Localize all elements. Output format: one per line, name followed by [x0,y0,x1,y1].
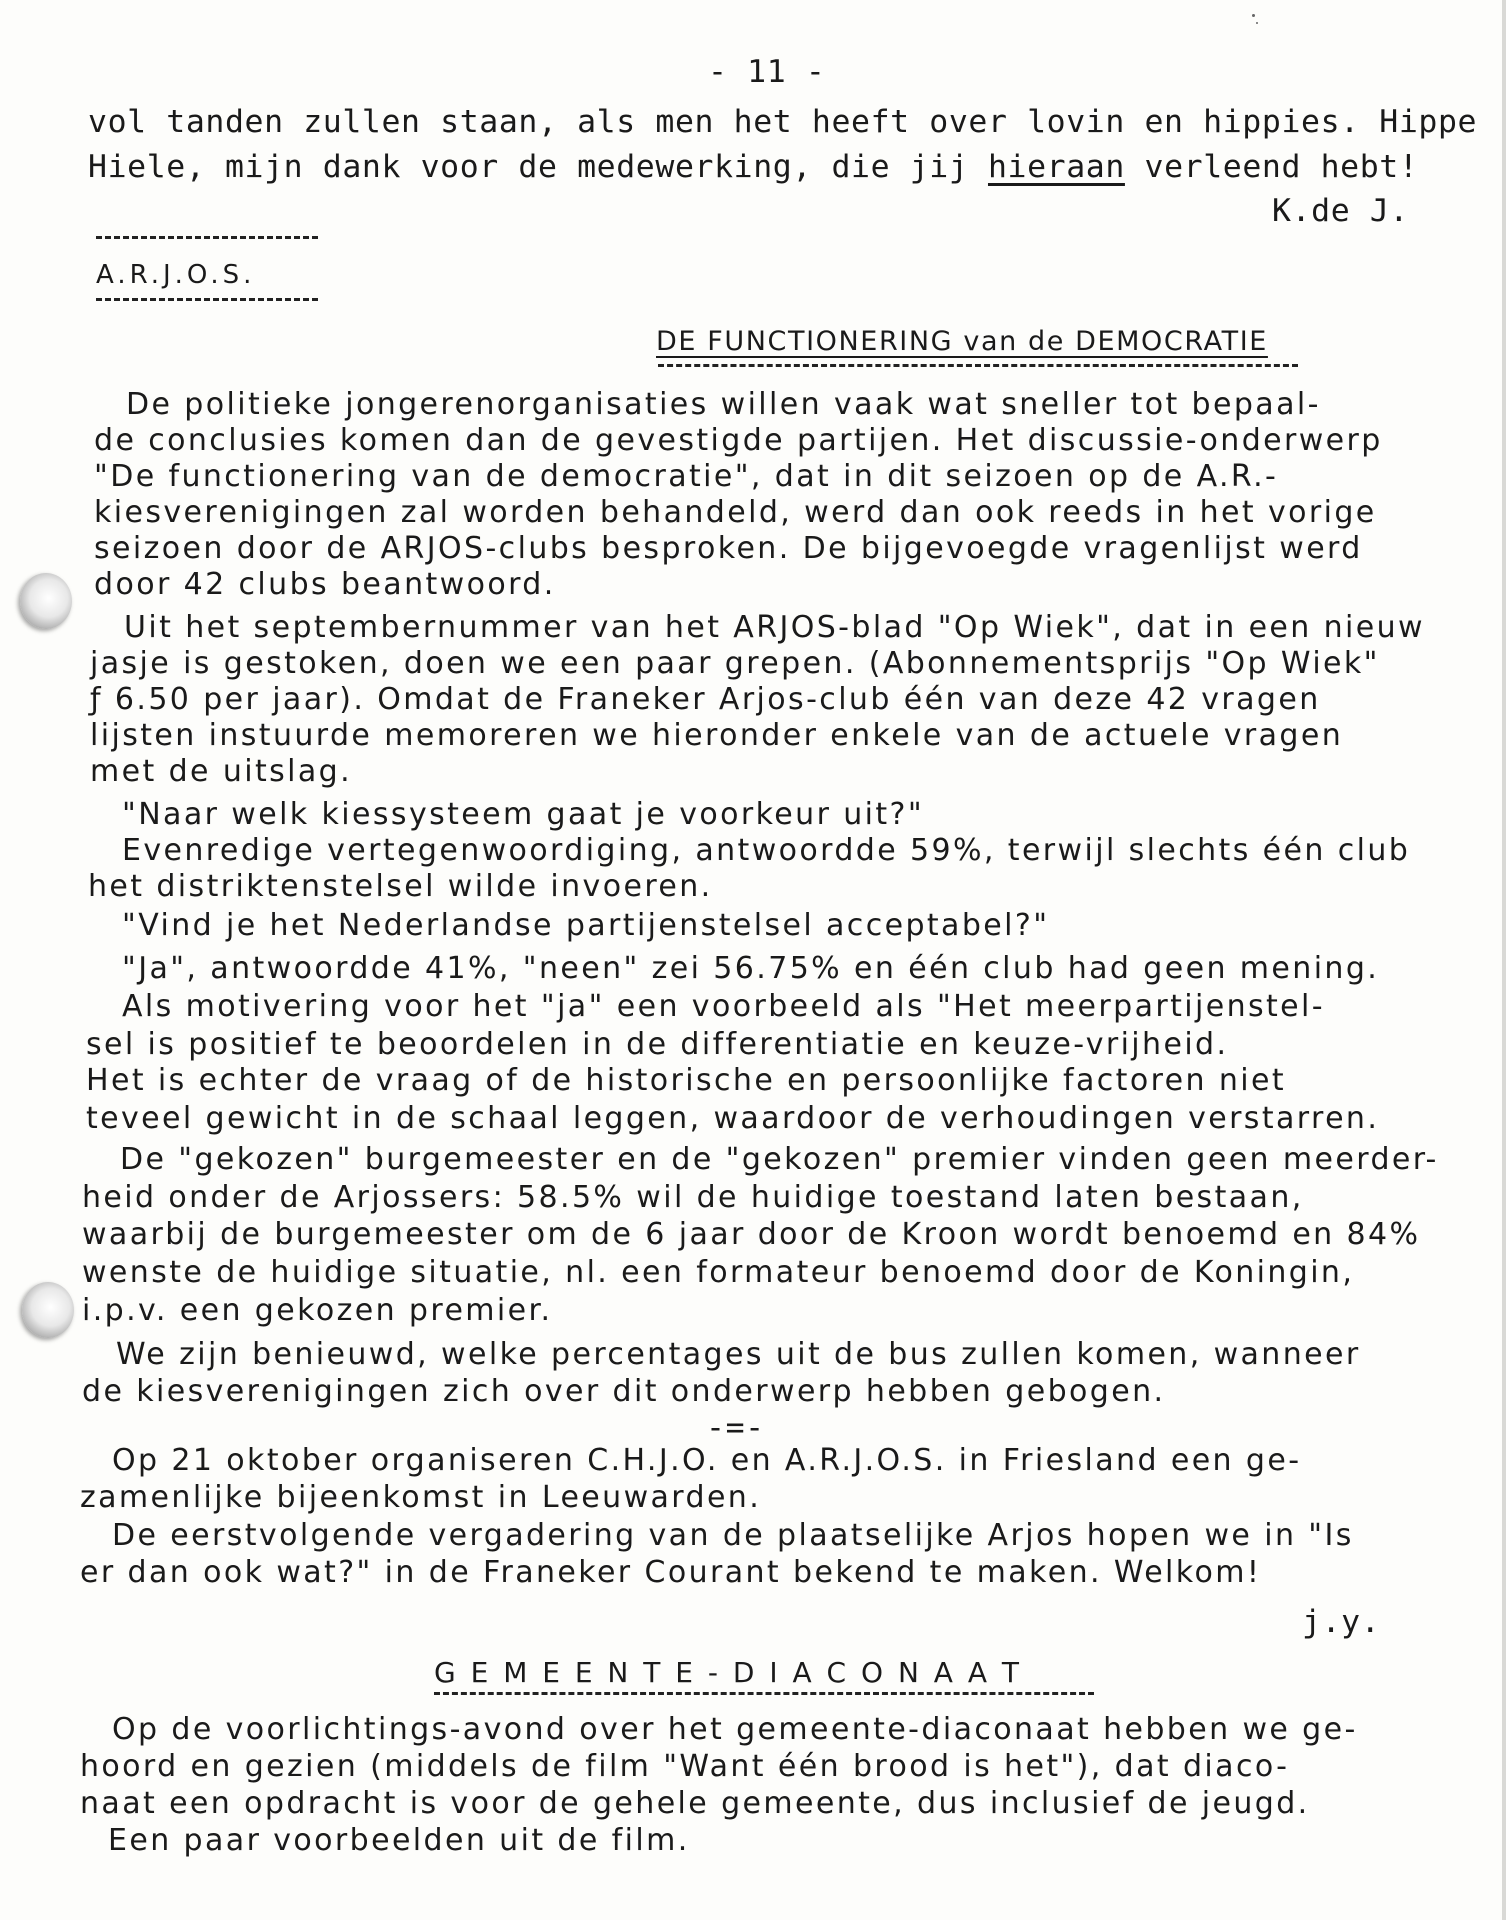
signature-kdej: K.de J. [1272,193,1409,229]
text-line: door 42 clubs beantwoord. [94,567,556,602]
heading-rule-bottom [96,298,318,301]
text-line: zamenlijke bijeenkomst in Leeuwarden. [80,1480,762,1515]
text-line: De eerstvolgende vergadering van de plaatselijke Arjos hopen we in "Is [112,1518,1354,1553]
text-line: wenste de huidige situatie, nl. een formateur benoemd door de Koningin, [82,1255,1355,1290]
section-separator: -=- [706,1410,765,1446]
text-line: teveel gewicht in de schaal leggen, waardoor de verhoudingen verstarren. [86,1101,1380,1136]
text-line: lijsten instuurde memoreren we hieronder enkele van de actuele vragen [90,718,1344,753]
section-heading-diaconaat: G E M E E N T E - D I A C O N A A T [434,1656,1022,1689]
text-line: Op de voorlichtings-avond over het gemeente-diaconaat hebben we ge- [112,1712,1358,1747]
text-line: Evenredige vertegenwoordiging, antwoordde 59%, terwijl slechts één club [122,833,1411,868]
text-line: De "gekozen" burgemeester en de "gekozen" premier vinden geen meerder- [120,1142,1439,1177]
title-underline-dashed [658,364,1298,367]
text-line: Het is echter de vraag of de historische en persoonlijke factoren niet [86,1063,1287,1098]
diaconaat-underline-dashed [434,1692,1094,1695]
page-number: - 11 - [708,54,826,90]
text-line: waarbij de burgemeester om de 6 jaar door de Kroon wordt benoemd en 84% [82,1217,1421,1252]
text-line: Uit het septembernummer van het ARJOS-blad "Op Wiek", dat in een nieuw [124,610,1425,645]
text-line: vol tanden zullen staan, als men het heeft over lovin en hippies. Hippe [88,104,1478,140]
article-title-democratie: DE FUNCTIONERING van de DEMOCRATIE [656,326,1268,357]
text-line: Op 21 oktober organiseren C.H.J.O. en A.R.J.O.S. in Friesland een ge- [112,1443,1302,1478]
punch-hole-top [20,573,72,629]
text-line: het distriktenstelsel wilde invoeren. [88,869,713,904]
punch-hole-bottom [22,1282,74,1338]
text-line: er dan ook wat?" in de Franeker Courant bekend te maken. Welkom! [80,1555,1262,1590]
text-line: We zijn benieuwd, welke percentages uit de bus zullen komen, wanneer [116,1337,1361,1372]
text-line: sel is positief te beoordelen in de differentiatie en keuze-vrijheid. [86,1027,1229,1062]
text-line: De politieke jongerenorganisaties willen vaak wat sneller tot bepaal- [126,387,1321,422]
text-line: met de uitslag. [90,754,353,789]
text-line: ƒ 6.50 per jaar). Omdat de Franeker Arjos-club één van deze 42 vragen [90,682,1321,717]
section-heading-arjos: A.R.J.O.S. [96,260,256,290]
text-line: Als motivering voor het "ja" een voorbeeld als "Het meerpartijenstel- [122,989,1326,1024]
text-line: "Naar welk kiessysteem gaat je voorkeur uit?" [122,797,925,832]
text-line: Een paar voorbeelden uit de film. [108,1823,690,1858]
text-line: jasje is gestoken, doen we een paar grepen. (Abonnementsprijs "Op Wiek" [90,646,1380,681]
paper-speck [1252,14,1255,17]
text-line: naat een opdracht is voor de gehele gemeente, dus inclusief de jeugd. [80,1786,1310,1821]
text-line: de conclusies komen dan de gevestigde partijen. Het discussie-onderwerp [94,423,1383,458]
text-line: "Ja", antwoordde 41%, "neen" zei 56.75% en één club had geen mening. [122,951,1380,986]
text-line: seizoen door de ARJOS-clubs besproken. De bijgevoegde vragenlijst werd [94,531,1363,566]
text-line: Hiele, mijn dank voor de medewerking, die jij hieraan verleend hebt! [88,149,1419,185]
text-line: heid onder de Arjossers: 58.5% wil de huidige toestand laten bestaan, [82,1180,1304,1215]
text-line: i.p.v. een gekozen premier. [82,1293,553,1328]
paper-speck [1256,22,1258,24]
text-line: de kiesverenigingen zich over dit onderwerp hebben gebogen. [82,1374,1166,1409]
text-line: kiesverenigingen zal worden behandeld, werd dan ook reeds in het vorige [94,495,1377,530]
heading-rule-top [96,236,318,239]
text-line: "De functionering van de democratie", dat in dit seizoen op de A.R.- [94,459,1279,494]
text-line: "Vind je het Nederlandse partijenstelsel acceptabel?" [122,908,1050,943]
page-edge [1502,0,1506,1920]
text-line: hoord en gezien (middels de film "Want één brood is het"), dat diaco- [80,1749,1290,1784]
signature-jy: j.y. [1302,1604,1381,1640]
underlined-word-hieraan: hieraan [987,149,1125,185]
